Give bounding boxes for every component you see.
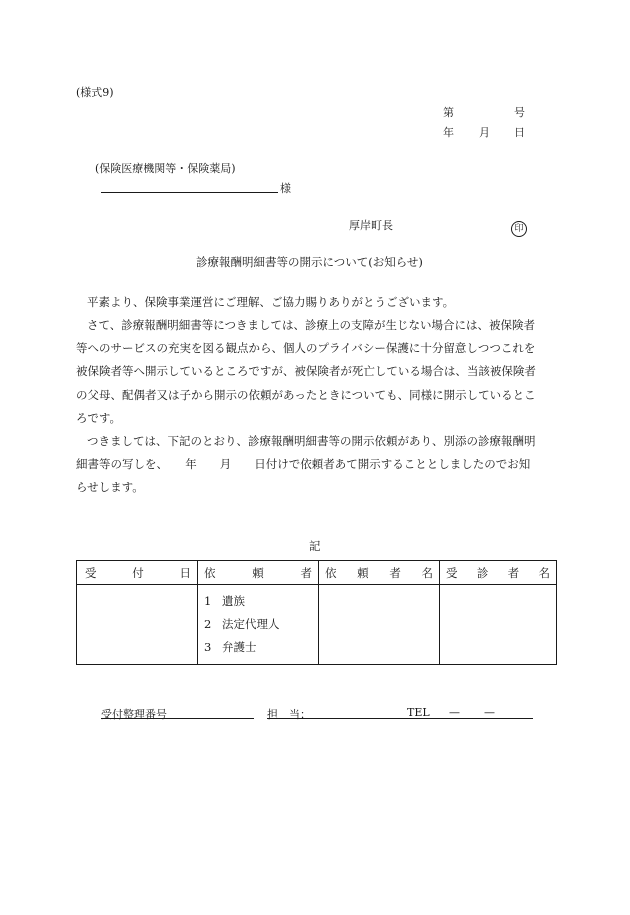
receipt-number-line <box>101 718 254 719</box>
receipt-number-label: 受付整理番号 <box>101 708 167 721</box>
date-year: 年 <box>443 126 454 139</box>
header-char: 依 <box>204 565 216 580</box>
staff-label: 担 当： <box>267 708 311 721</box>
body-line: の父母、配偶者又は子から開示の依頼があったときについても、同様に開示しているとこ <box>76 387 536 402</box>
header-char: 者 <box>300 565 312 580</box>
ki-heading: 記 <box>309 539 321 553</box>
body-line: ろです。 <box>76 410 121 425</box>
tel-label: TEL <box>407 706 430 719</box>
body-line: らせします。 <box>76 480 144 495</box>
header-receipt-date <box>77 561 198 585</box>
header-char: 付 <box>132 565 144 580</box>
tel-separator: — <box>449 706 460 719</box>
body-line: つきましては、下記のとおり、診療報酬明細書等の開示依頼があり、別添の診療報酬明 <box>87 434 536 448</box>
header-char: 受 <box>446 565 458 580</box>
date-month: 月 <box>479 126 490 139</box>
option-number: 3 <box>204 640 212 654</box>
option-label: 弁護士 <box>222 640 257 654</box>
doc-number-dai: 第 <box>443 106 454 119</box>
header-char: 診 <box>476 565 489 580</box>
addressee-name-line <box>101 192 278 193</box>
table-header-row <box>77 561 557 585</box>
body-paragraph-3 <box>76 430 560 500</box>
header-char: 名 <box>538 565 550 580</box>
header-char: 者 <box>507 565 520 580</box>
header-char: 頼 <box>357 565 369 580</box>
body-line: 等へのサービスの充実を図る観点から、個人のプライバシー保護に十分留意しつつこれを <box>76 341 536 356</box>
form-id: (様式9) <box>76 86 114 99</box>
list-item <box>204 594 312 609</box>
header-requester-name <box>319 561 440 585</box>
sender-name: 厚岸町長 <box>349 219 393 232</box>
record-table <box>76 560 557 665</box>
date-day: 日 <box>514 126 525 139</box>
cell-requester-name <box>319 585 440 665</box>
header-char: 頼 <box>252 565 264 580</box>
cell-patient-name <box>440 585 557 665</box>
option-label: 遺族 <box>222 594 245 608</box>
option-number: 2 <box>204 617 212 631</box>
body-line: 平素より、保険事業運営にご理解、ご協力賜りありがとうございます。 <box>87 295 455 309</box>
doc-number-go: 号 <box>514 106 525 119</box>
addressee-org: (保険医療機関等・保険薬局) <box>95 162 236 175</box>
body-line: さて、診療報酬明細書等につきましては、診療上の支障が生じない場合には、被保険者 <box>87 318 536 332</box>
page-title: 診療報酬明細書等の開示について(お知らせ) <box>196 255 423 269</box>
header-char: 日 <box>179 565 191 580</box>
seal-mark <box>511 216 527 237</box>
tel-separator: — <box>484 706 495 719</box>
seal-icon: 印 <box>511 221 527 237</box>
list-item <box>204 617 312 632</box>
header-char: 依 <box>325 565 337 580</box>
addressee-honorific: 様 <box>280 182 291 195</box>
table-row <box>77 585 557 665</box>
cell-receipt-date <box>77 585 198 665</box>
staff-tel-line <box>267 718 533 719</box>
list-item <box>204 640 312 655</box>
body-paragraph-2 <box>76 314 560 430</box>
body-paragraph-1 <box>76 291 560 314</box>
body-line: 細書等の写しを、 年 月 日付けで依頼者あて開示することとしましたのでお知 <box>76 457 531 472</box>
header-char: 者 <box>389 565 401 580</box>
option-label: 法定代理人 <box>222 617 280 631</box>
header-char: 名 <box>421 565 433 580</box>
option-number: 1 <box>204 594 212 608</box>
body-line: 被保険者等へ開示しているところですが、被保険者が死亡している場合は、当該被保険者 <box>76 364 536 379</box>
header-char: 受 <box>85 565 97 580</box>
header-patient-name <box>440 561 557 585</box>
header-requester <box>198 561 319 585</box>
cell-requester-options <box>198 585 319 665</box>
